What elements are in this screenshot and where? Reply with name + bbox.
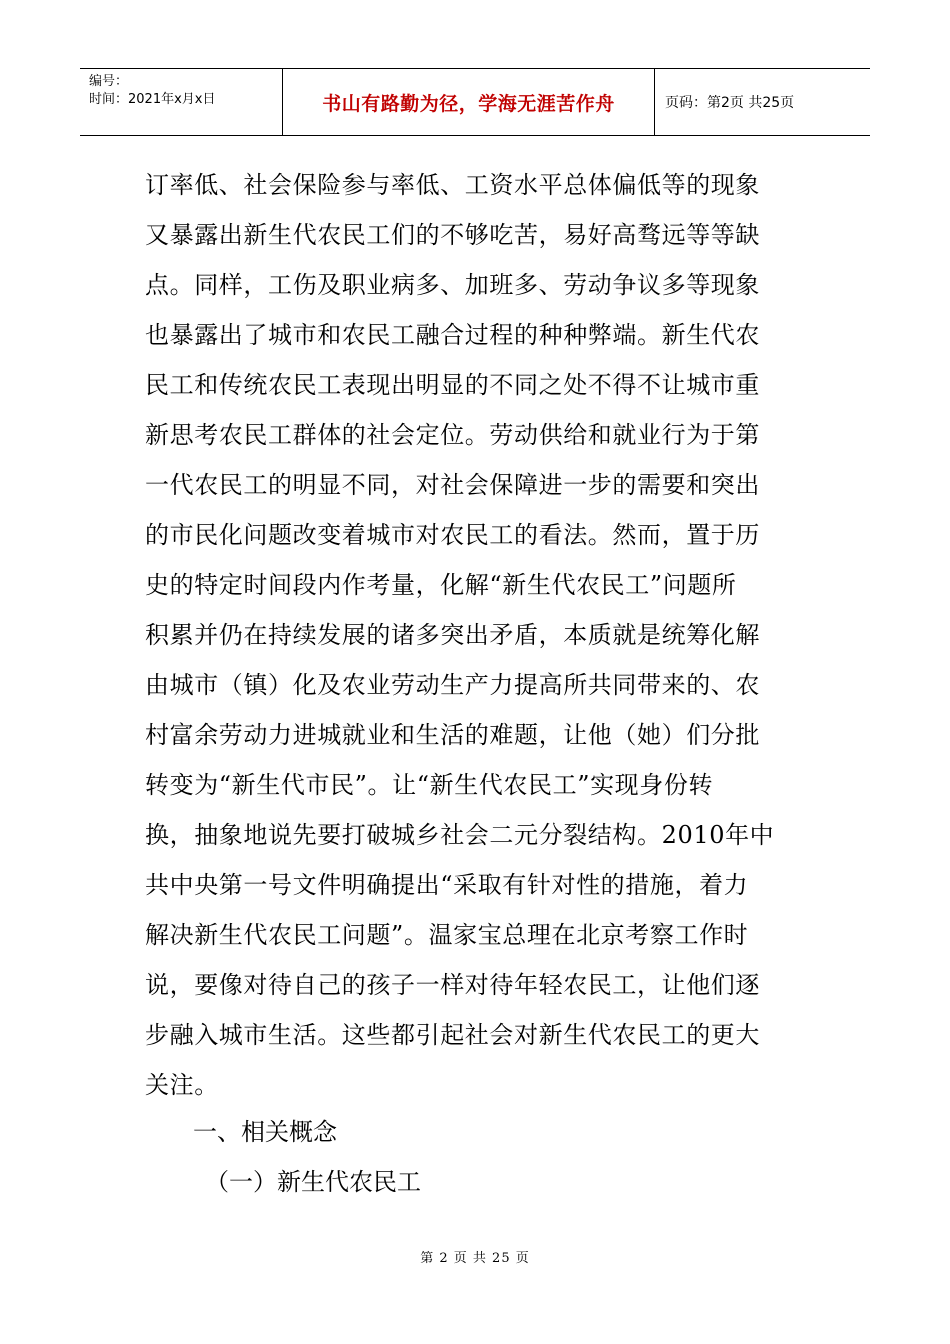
document-date-label: 时间：2021年x月x日 <box>89 92 216 107</box>
body-line: 新思考农民工群体的社会定位。劳动供给和就业行为于第 <box>145 421 760 449</box>
body-line: 史的特定时间段内作考量，化解“新生代农民工”问题所 <box>145 571 737 599</box>
body-line: 一代农民工的明显不同，对社会保障进一步的需要和突出 <box>145 471 760 499</box>
body-line: 由城市（镇）化及农业劳动生产力提高所共同带来的、农 <box>145 671 760 699</box>
body-line: 说，要像对待自己的孩子一样对待年轻农民工，让他们逐 <box>145 971 760 999</box>
body-line: 解决新生代农民工问题”。温家宝总理在北京考察工作时 <box>145 921 749 949</box>
body-line: 关注。 <box>145 1071 219 1099</box>
body-line: 村富余劳动力进城就业和生活的难题，让他（她）们分批 <box>145 721 760 749</box>
header-page-info: 页码：第2页 共25页 <box>665 95 795 111</box>
header-motto: 书山有路勤为径，学海无涯苦作舟 <box>283 69 655 135</box>
body-line: 又暴露出新生代农民工们的不够吃苦，易好高骛远等等缺 <box>145 221 760 249</box>
subsection-heading: （一）新生代农民工 <box>205 1168 421 1196</box>
header-meta <box>80 69 283 135</box>
page-header <box>80 68 870 136</box>
body-line: 民工和传统农民工表现出明显的不同之处不得不让城市重 <box>145 371 760 399</box>
body-line: 点。同样，工伤及职业病多、加班多、劳动争议多等现象 <box>145 271 760 299</box>
page-footer: 第 2 页 共 25 页 <box>420 1251 530 1266</box>
body-line: 转变为“新生代市民”。让“新生代农民工”实现身份转 <box>145 771 714 799</box>
body-line: 步融入城市生活。这些都引起社会对新生代农民工的更大 <box>145 1021 760 1049</box>
section-heading: 一、相关概念 <box>193 1118 337 1146</box>
body-line: 也暴露出了城市和农民工融合过程的种种弊端。新生代农 <box>145 321 760 349</box>
body-line: 换，抽象地说先要打破城乡社会二元分裂结构。2010年中 <box>145 821 775 849</box>
body-line: 订率低、社会保险参与率低、工资水平总体偏低等的现象 <box>145 171 760 199</box>
body-line: 共中央第一号文件明确提出“采取有针对性的措施，着力 <box>145 871 749 899</box>
body-line: 的市民化问题改变着城市对农民工的看法。然而，置于历 <box>145 521 760 549</box>
document-number-label: 编号： <box>89 74 129 89</box>
body-paragraph <box>145 160 805 1110</box>
body-line: 积累并仍在持续发展的诸多突出矛盾，本质就是统筹化解 <box>145 621 760 649</box>
